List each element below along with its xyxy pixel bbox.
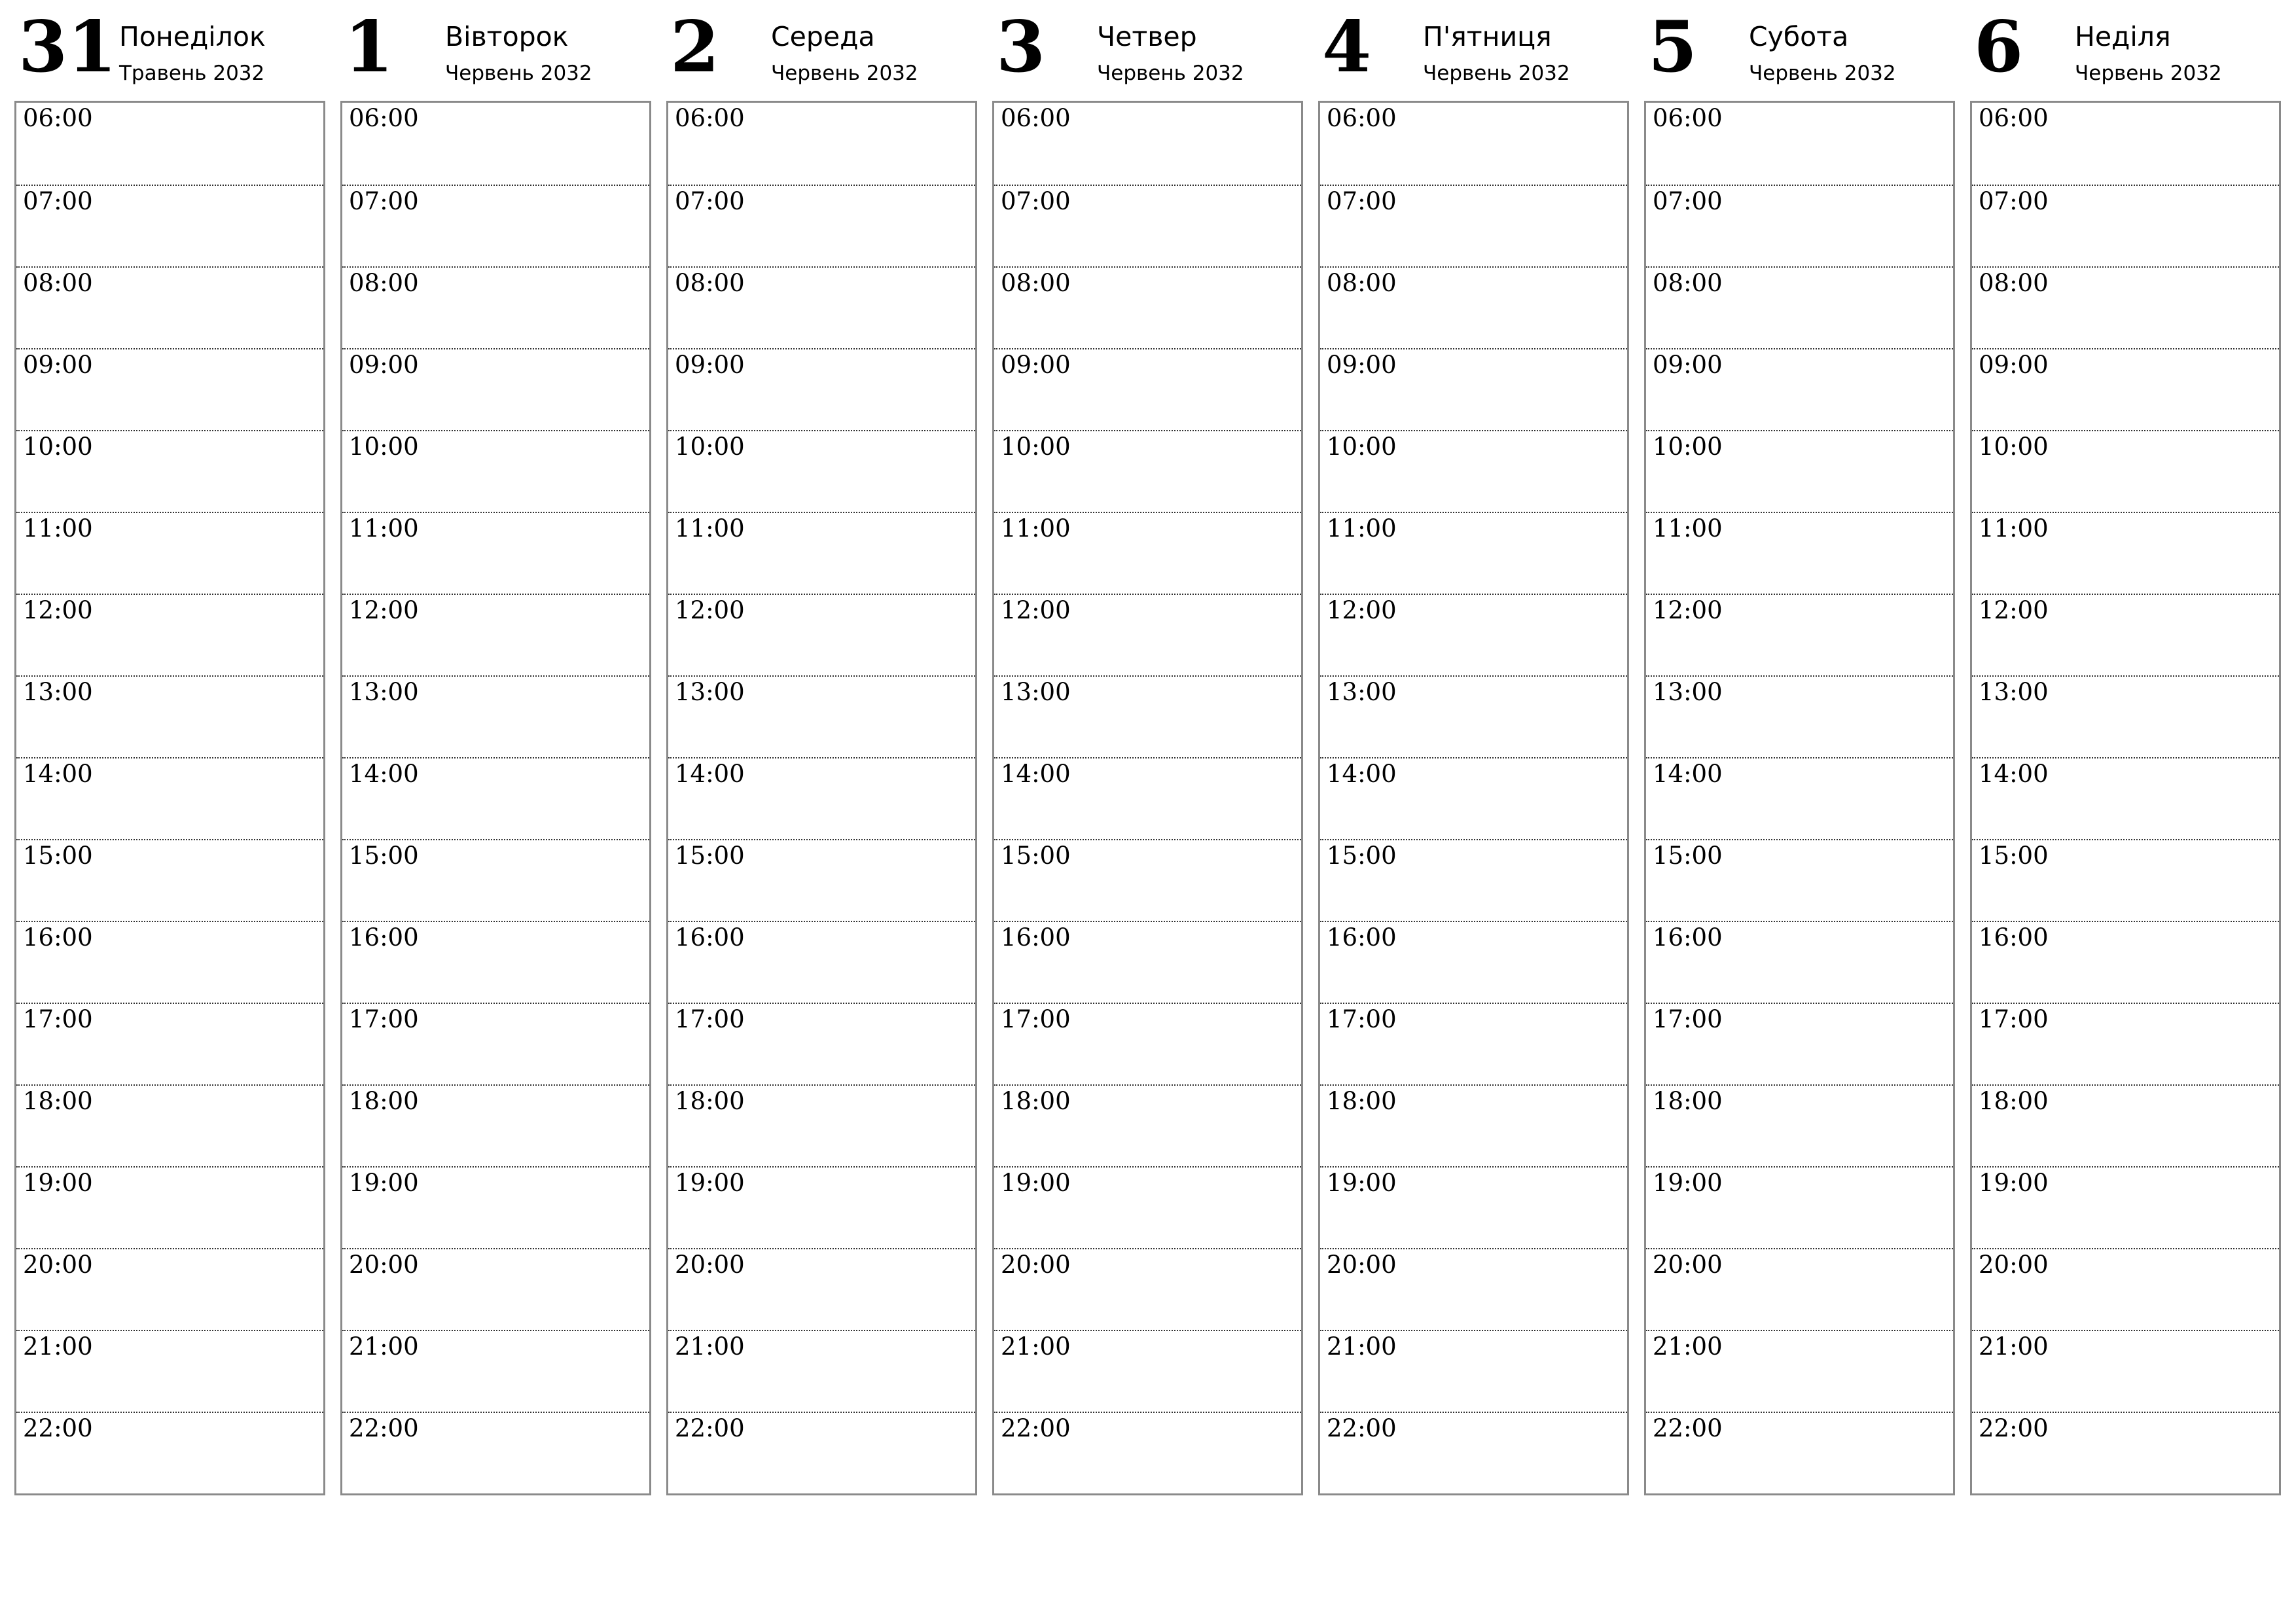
time-slot-label: 09:00	[1653, 351, 1723, 379]
day-schedule-box	[14, 101, 325, 1495]
day-month: Червень 2032	[445, 62, 592, 85]
time-slot-label: 16:00	[1327, 923, 1397, 952]
time-slot[interactable]	[1646, 1248, 1953, 1330]
time-slot-label: 16:00	[675, 923, 745, 952]
time-slot-label: 17:00	[23, 1005, 93, 1033]
time-slot-label: 17:00	[1001, 1005, 1071, 1033]
day-number: 2	[670, 6, 720, 88]
time-slot-label: 12:00	[1653, 596, 1723, 624]
time-slot[interactable]	[342, 839, 649, 921]
time-slot-label: 17:00	[1979, 1005, 2049, 1033]
time-slot[interactable]	[994, 594, 1301, 675]
day-name: Субота	[1749, 21, 1849, 52]
time-slot-label: 14:00	[349, 760, 419, 788]
day-number: 1	[344, 6, 394, 88]
time-slot[interactable]	[1646, 266, 1953, 348]
time-slot[interactable]	[668, 1330, 975, 1412]
time-slot[interactable]	[994, 430, 1301, 512]
time-slot[interactable]	[1972, 839, 2279, 921]
time-slot[interactable]	[994, 1084, 1301, 1166]
time-slot[interactable]	[342, 1412, 649, 1493]
time-slot[interactable]	[668, 1084, 975, 1166]
time-slot[interactable]	[1972, 757, 2279, 839]
time-slot-label: 17:00	[1653, 1005, 1723, 1033]
time-slot-label: 10:00	[23, 433, 93, 461]
time-slot[interactable]	[1972, 266, 2279, 348]
time-slot-label: 07:00	[349, 187, 419, 215]
time-slot-label: 18:00	[1327, 1087, 1397, 1115]
time-slot-label: 19:00	[675, 1169, 745, 1197]
time-slot-label: 13:00	[675, 678, 745, 706]
time-slot-label: 14:00	[1979, 760, 2049, 788]
day-header	[666, 0, 977, 98]
time-slot[interactable]	[1972, 512, 2279, 594]
day-header	[1970, 0, 2281, 98]
time-slot[interactable]	[1972, 1412, 2279, 1493]
time-slot[interactable]	[994, 1248, 1301, 1330]
time-slot[interactable]	[1320, 1166, 1627, 1248]
time-slot[interactable]	[1320, 1248, 1627, 1330]
time-slot-label: 15:00	[1979, 842, 2049, 870]
time-slot[interactable]	[1320, 512, 1627, 594]
day-number: 5	[1648, 6, 1698, 88]
day-name: Понеділок	[119, 21, 266, 52]
time-slot[interactable]	[1320, 1412, 1627, 1493]
time-slot-label: 16:00	[1653, 923, 1723, 952]
time-slot-label: 12:00	[23, 596, 93, 624]
time-slot-label: 18:00	[1001, 1087, 1071, 1115]
day-header	[1318, 0, 1629, 98]
day-schedule-box	[1318, 101, 1629, 1495]
time-slot[interactable]	[16, 1248, 323, 1330]
time-slot-label: 09:00	[675, 351, 745, 379]
time-slot[interactable]	[16, 921, 323, 1003]
time-slot-label: 08:00	[1327, 269, 1397, 297]
day-month: Травень 2032	[119, 62, 265, 85]
time-slot-label: 19:00	[1327, 1169, 1397, 1197]
day-header	[992, 0, 1303, 98]
time-slot[interactable]	[1320, 675, 1627, 757]
time-slot-label: 21:00	[23, 1332, 93, 1361]
time-slot-label: 16:00	[23, 923, 93, 952]
time-slot-label: 17:00	[349, 1005, 419, 1033]
time-slot[interactable]	[1320, 1330, 1627, 1412]
time-slot-label: 07:00	[1979, 187, 2049, 215]
time-slot[interactable]	[1972, 1084, 2279, 1166]
time-slot[interactable]	[1320, 1084, 1627, 1166]
time-slot[interactable]	[1646, 1412, 1953, 1493]
time-slot-label: 18:00	[675, 1087, 745, 1115]
time-slot[interactable]	[994, 512, 1301, 594]
time-slot-label: 14:00	[675, 760, 745, 788]
time-slot-label: 12:00	[1001, 596, 1071, 624]
day-month: Червень 2032	[1097, 62, 1244, 85]
time-slot-label: 19:00	[1653, 1169, 1723, 1197]
time-slot[interactable]	[668, 921, 975, 1003]
time-slot-label: 11:00	[675, 514, 745, 543]
time-slot[interactable]	[1646, 348, 1953, 430]
time-slot-label: 08:00	[1001, 269, 1071, 297]
day-schedule-box	[666, 101, 977, 1495]
day-name: П'ятниця	[1423, 21, 1552, 52]
time-slot-label: 20:00	[1979, 1251, 2049, 1279]
day-schedule-box	[340, 101, 651, 1495]
time-slot-label: 19:00	[23, 1169, 93, 1197]
time-slot[interactable]	[16, 430, 323, 512]
time-slot-label: 14:00	[23, 760, 93, 788]
time-slot[interactable]	[16, 185, 323, 266]
time-slot[interactable]	[1646, 1166, 1953, 1248]
time-slot[interactable]	[16, 757, 323, 839]
time-slot-label: 06:00	[23, 104, 93, 132]
time-slot[interactable]	[342, 1003, 649, 1084]
time-slot-label: 16:00	[1979, 923, 2049, 952]
time-slot-label: 13:00	[349, 678, 419, 706]
time-slot[interactable]	[1320, 1003, 1627, 1084]
time-slot-label: 20:00	[675, 1251, 745, 1279]
time-slot[interactable]	[1646, 757, 1953, 839]
day-month: Червень 2032	[2075, 62, 2222, 85]
time-slot-label: 07:00	[23, 187, 93, 215]
time-slot[interactable]	[1972, 1003, 2279, 1084]
time-slot-label: 22:00	[1653, 1414, 1723, 1442]
time-slot[interactable]	[342, 1248, 649, 1330]
time-slot[interactable]	[16, 1166, 323, 1248]
time-slot[interactable]	[16, 675, 323, 757]
time-slot[interactable]	[342, 430, 649, 512]
time-slot-label: 17:00	[1327, 1005, 1397, 1033]
time-slot-label: 09:00	[349, 351, 419, 379]
time-slot-label: 09:00	[1327, 351, 1397, 379]
time-slot-label: 13:00	[23, 678, 93, 706]
time-slot-label: 15:00	[675, 842, 745, 870]
time-slot-label: 11:00	[1327, 514, 1397, 543]
time-slot-label: 13:00	[1979, 678, 2049, 706]
time-slot-label: 08:00	[1979, 269, 2049, 297]
time-slot[interactable]	[1646, 675, 1953, 757]
time-slot-label: 15:00	[1653, 842, 1723, 870]
time-slot-label: 10:00	[1979, 433, 2049, 461]
time-slot-label: 17:00	[675, 1005, 745, 1033]
time-slot-label: 06:00	[1327, 104, 1397, 132]
time-slot-label: 09:00	[1979, 351, 2049, 379]
time-slot-label: 20:00	[23, 1251, 93, 1279]
time-slot[interactable]	[994, 266, 1301, 348]
time-slot-label: 07:00	[675, 187, 745, 215]
time-slot-label: 20:00	[1653, 1251, 1723, 1279]
time-slot[interactable]	[1320, 430, 1627, 512]
time-slot-label: 18:00	[1653, 1087, 1723, 1115]
time-slot[interactable]	[16, 839, 323, 921]
time-slot[interactable]	[1320, 103, 1627, 185]
time-slot[interactable]	[342, 103, 649, 185]
day-month: Червень 2032	[1423, 62, 1570, 85]
time-slot-label: 07:00	[1001, 187, 1071, 215]
time-slot[interactable]	[1320, 266, 1627, 348]
time-slot-label: 19:00	[1001, 1169, 1071, 1197]
time-slot-label: 11:00	[1979, 514, 2049, 543]
time-slot[interactable]	[1972, 1248, 2279, 1330]
time-slot[interactable]	[1646, 594, 1953, 675]
time-slot-label: 13:00	[1001, 678, 1071, 706]
time-slot[interactable]	[994, 675, 1301, 757]
time-slot-label: 10:00	[1001, 433, 1071, 461]
day-name: Середа	[771, 21, 875, 52]
time-slot[interactable]	[668, 675, 975, 757]
time-slot[interactable]	[1646, 512, 1953, 594]
time-slot[interactable]	[1972, 430, 2279, 512]
time-slot[interactable]	[342, 594, 649, 675]
time-slot[interactable]	[994, 185, 1301, 266]
time-slot[interactable]	[668, 757, 975, 839]
time-slot[interactable]	[16, 512, 323, 594]
time-slot[interactable]	[16, 1330, 323, 1412]
time-slot-label: 14:00	[1001, 760, 1071, 788]
time-slot[interactable]	[994, 1330, 1301, 1412]
time-slot[interactable]	[1972, 594, 2279, 675]
time-slot-label: 22:00	[1327, 1414, 1397, 1442]
time-slot-label: 12:00	[675, 596, 745, 624]
time-slot[interactable]	[668, 512, 975, 594]
time-slot-label: 13:00	[1653, 678, 1723, 706]
time-slot-label: 07:00	[1327, 187, 1397, 215]
time-slot[interactable]	[668, 1166, 975, 1248]
time-slot-label: 08:00	[1653, 269, 1723, 297]
time-slot-label: 21:00	[1653, 1332, 1723, 1361]
time-slot-label: 12:00	[1327, 596, 1397, 624]
time-slot[interactable]	[342, 1330, 649, 1412]
time-slot-label: 06:00	[349, 104, 419, 132]
day-month: Червень 2032	[771, 62, 918, 85]
time-slot[interactable]	[1646, 185, 1953, 266]
time-slot[interactable]	[342, 1084, 649, 1166]
time-slot[interactable]	[1646, 1330, 1953, 1412]
time-slot-label: 15:00	[349, 842, 419, 870]
day-number: 31	[18, 6, 117, 88]
time-slot[interactable]	[1320, 348, 1627, 430]
time-slot[interactable]	[1646, 1003, 1953, 1084]
day-number: 6	[1974, 6, 2024, 88]
time-slot-label: 09:00	[1001, 351, 1071, 379]
time-slot-label: 12:00	[1979, 596, 2049, 624]
time-slot[interactable]	[1972, 103, 2279, 185]
time-slot[interactable]	[1972, 921, 2279, 1003]
time-slot-label: 08:00	[675, 269, 745, 297]
time-slot[interactable]	[16, 1412, 323, 1493]
time-slot[interactable]	[1320, 757, 1627, 839]
time-slot[interactable]	[16, 594, 323, 675]
time-slot[interactable]	[668, 430, 975, 512]
day-number: 3	[996, 6, 1046, 88]
day-name: Четвер	[1097, 21, 1197, 52]
time-slot-label: 22:00	[23, 1414, 93, 1442]
time-slot[interactable]	[342, 1166, 649, 1248]
day-schedule-box	[1970, 101, 2281, 1495]
time-slot-label: 21:00	[675, 1332, 745, 1361]
time-slot[interactable]	[16, 348, 323, 430]
time-slot-label: 15:00	[23, 842, 93, 870]
time-slot[interactable]	[16, 1003, 323, 1084]
time-slot-label: 09:00	[23, 351, 93, 379]
time-slot[interactable]	[1972, 1330, 2279, 1412]
time-slot[interactable]	[668, 1412, 975, 1493]
time-slot-label: 14:00	[1653, 760, 1723, 788]
time-slot[interactable]	[342, 675, 649, 757]
time-slot[interactable]	[1646, 921, 1953, 1003]
time-slot[interactable]	[1646, 1084, 1953, 1166]
time-slot-label: 10:00	[349, 433, 419, 461]
time-slot[interactable]	[342, 757, 649, 839]
day-schedule-box	[1644, 101, 1955, 1495]
time-slot-label: 11:00	[1653, 514, 1723, 543]
time-slot[interactable]	[1972, 348, 2279, 430]
time-slot-label: 16:00	[1001, 923, 1071, 952]
time-slot[interactable]	[994, 921, 1301, 1003]
day-header	[340, 0, 651, 98]
time-slot-label: 21:00	[349, 1332, 419, 1361]
time-slot[interactable]	[1646, 103, 1953, 185]
time-slot-label: 15:00	[1001, 842, 1071, 870]
day-number: 4	[1322, 6, 1372, 88]
day-header	[14, 0, 325, 98]
time-slot[interactable]	[1320, 594, 1627, 675]
time-slot-label: 11:00	[1001, 514, 1071, 543]
time-slot[interactable]	[668, 594, 975, 675]
time-slot[interactable]	[1646, 839, 1953, 921]
time-slot-label: 15:00	[1327, 842, 1397, 870]
day-month: Червень 2032	[1749, 62, 1896, 85]
day-schedule-box	[992, 101, 1303, 1495]
time-slot-label: 22:00	[1001, 1414, 1071, 1442]
day-header	[1644, 0, 1955, 98]
time-slot[interactable]	[668, 348, 975, 430]
time-slot[interactable]	[342, 512, 649, 594]
time-slot-label: 19:00	[1979, 1169, 2049, 1197]
day-name: Вівторок	[445, 21, 569, 52]
time-slot[interactable]	[1320, 839, 1627, 921]
time-slot[interactable]	[1320, 185, 1627, 266]
time-slot-label: 22:00	[675, 1414, 745, 1442]
time-slot-label: 18:00	[349, 1087, 419, 1115]
time-slot-label: 06:00	[675, 104, 745, 132]
time-slot-label: 21:00	[1001, 1332, 1071, 1361]
time-slot[interactable]	[668, 103, 975, 185]
time-slot-label: 21:00	[1327, 1332, 1397, 1361]
time-slot-label: 21:00	[1979, 1332, 2049, 1361]
time-slot[interactable]	[342, 266, 649, 348]
time-slot-label: 20:00	[349, 1251, 419, 1279]
time-slot[interactable]	[668, 1003, 975, 1084]
time-slot[interactable]	[668, 185, 975, 266]
time-slot-label: 10:00	[1327, 433, 1397, 461]
time-slot[interactable]	[994, 1003, 1301, 1084]
time-slot-label: 20:00	[1001, 1251, 1071, 1279]
time-slot-label: 18:00	[23, 1087, 93, 1115]
time-slot-label: 08:00	[349, 269, 419, 297]
time-slot-label: 20:00	[1327, 1251, 1397, 1279]
time-slot-label: 11:00	[349, 514, 419, 543]
time-slot[interactable]	[1972, 675, 2279, 757]
time-slot[interactable]	[994, 348, 1301, 430]
time-slot-label: 08:00	[23, 269, 93, 297]
time-slot-label: 16:00	[349, 923, 419, 952]
time-slot[interactable]	[342, 348, 649, 430]
time-slot-label: 06:00	[1001, 104, 1071, 132]
time-slot[interactable]	[16, 266, 323, 348]
time-slot-label: 19:00	[349, 1169, 419, 1197]
time-slot[interactable]	[668, 266, 975, 348]
time-slot-label: 13:00	[1327, 678, 1397, 706]
day-name: Неділя	[2075, 21, 2171, 52]
time-slot-label: 10:00	[675, 433, 745, 461]
time-slot-label: 06:00	[1653, 104, 1723, 132]
time-slot[interactable]	[994, 1412, 1301, 1493]
time-slot[interactable]	[994, 757, 1301, 839]
time-slot[interactable]	[1646, 430, 1953, 512]
time-slot[interactable]	[16, 1084, 323, 1166]
time-slot[interactable]	[994, 103, 1301, 185]
time-slot-label: 14:00	[1327, 760, 1397, 788]
time-slot-label: 22:00	[1979, 1414, 2049, 1442]
time-slot-label: 11:00	[23, 514, 93, 543]
time-slot[interactable]	[668, 1248, 975, 1330]
time-slot[interactable]	[1972, 185, 2279, 266]
time-slot-label: 22:00	[349, 1414, 419, 1442]
time-slot-label: 18:00	[1979, 1087, 2049, 1115]
time-slot[interactable]	[342, 185, 649, 266]
time-slot[interactable]	[1972, 1166, 2279, 1248]
time-slot-label: 07:00	[1653, 187, 1723, 215]
time-slot-label: 10:00	[1653, 433, 1723, 461]
time-slot-label: 12:00	[349, 596, 419, 624]
time-slot[interactable]	[994, 1166, 1301, 1248]
time-slot-label: 06:00	[1979, 104, 2049, 132]
time-slot[interactable]	[668, 839, 975, 921]
time-slot[interactable]	[994, 839, 1301, 921]
time-slot[interactable]	[342, 921, 649, 1003]
time-slot[interactable]	[1320, 921, 1627, 1003]
time-slot[interactable]	[16, 103, 323, 185]
